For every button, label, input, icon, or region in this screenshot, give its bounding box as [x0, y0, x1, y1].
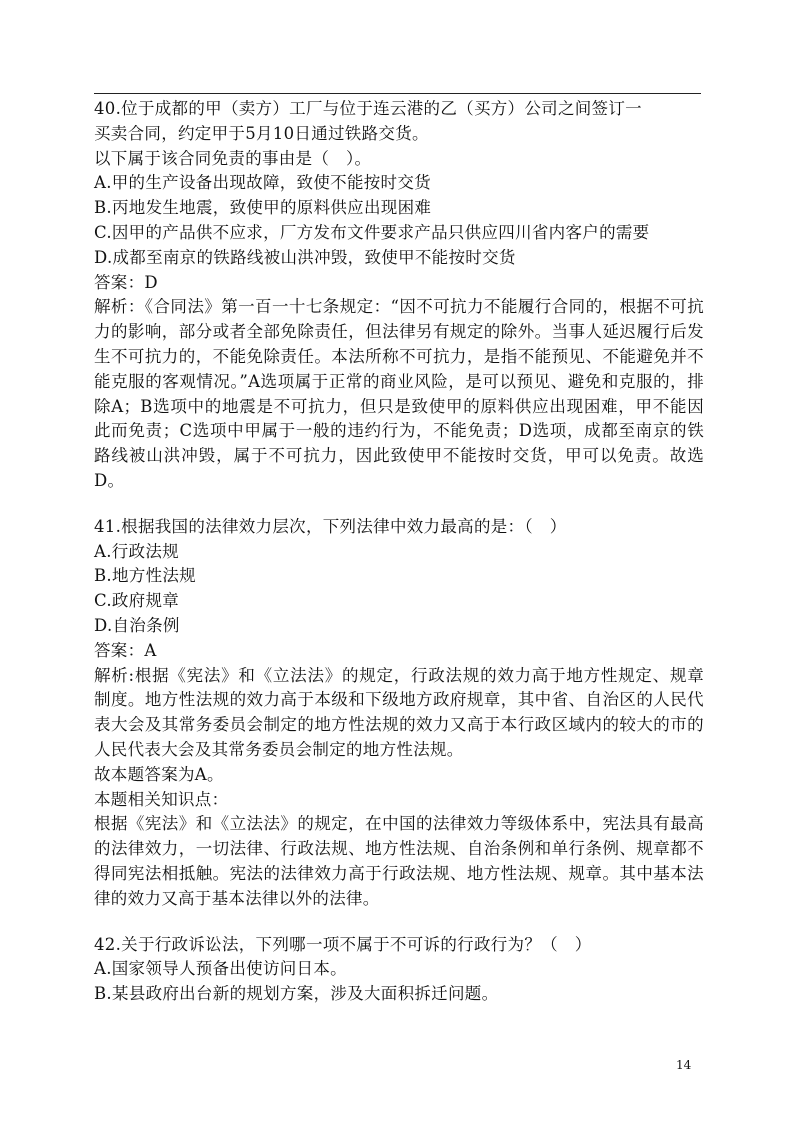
q41-option-d: D.自治条例 — [94, 615, 180, 635]
q41-option-b: B.地方性法规 — [94, 566, 196, 586]
question-42 — [94, 933, 704, 1007]
q40-stem-line-1: 40.位于成都的甲（卖方）工厂与位于连云港的乙（买方）公司之间签订一 — [94, 99, 642, 118]
q40-stem-line-3: 以下属于该合同免责的事由是（ ）。 — [94, 148, 372, 168]
question-gap — [94, 494, 704, 515]
question-gap — [94, 912, 704, 933]
q41-option-c: C.政府规章 — [94, 591, 180, 611]
q41-knowledge-text: 根据《宪法》和《立法法》的规定，在中国的法律效力等级体系中，宪法具有最高的法律效力，一切法律、行政法规、地方性法规、自治条例和单行条例、规章都不得同宪法相抵触。宪法的法律效力高于行政法规、地方性法规、规章。其中基本法律的效力又高于基本法律以外的法律。 — [94, 814, 704, 908]
page-number: 14 — [676, 1058, 692, 1072]
q40-option-c: C.因甲的产品供不应求，厂方发布文件要求产品只供应四川省内客户的需要 — [94, 222, 650, 242]
q40-option-a: A.甲的生产设备出现故障，致使不能按时交货 — [94, 173, 431, 193]
q41-answer: 答案：A — [94, 640, 157, 660]
question-41 — [94, 515, 704, 912]
q42-option-b: B.某县政府出台新的规划方案，涉及大面积拆迁问题。 — [94, 984, 499, 1004]
page-content — [94, 97, 704, 1007]
header-rule — [94, 93, 701, 94]
q41-knowledge-title: 本题相关知识点： — [94, 789, 229, 809]
question-40 — [94, 97, 704, 494]
q42-stem: 42.关于行政诉讼法，下列哪一项不属于不可诉的行政行为？（ ） — [94, 934, 592, 954]
q40-answer: 答案：D — [94, 272, 158, 292]
q41-analysis: 解析:根据《宪法》和《立法法》的规定，行政法规的效力高于地方性规定、规章制度。地方性法规的效力高于本级和下级地方政府规章，其中省、自治区的人民代表大会及其常务委员会制定的地方性法规的效力又高于本行政区域内的较大的市的人民代表大会及其常务委员会制定的地方性法规。 — [94, 665, 704, 759]
q40-stem-line-2: 买卖合同，约定甲于5月10日通过铁路交货。 — [94, 123, 429, 143]
q40-option-d: D.成都至南京的铁路线被山洪冲毁，致使甲不能按时交货 — [94, 247, 516, 267]
q41-conclusion: 故本题答案为A。 — [94, 764, 224, 784]
q41-stem: 41.根据我国的法律效力层次，下列法律中效力最高的是：（ ） — [94, 516, 567, 536]
q41-option-a: A.行政法规 — [94, 541, 179, 561]
q40-analysis: 解析：《合同法》第一百一十七条规定：“因不可抗力不能履行合同的，根据不可抗力的影响，部分或者全部免除责任，但法律另有规定的除外。当事人延迟履行后发生不可抗力的，不能免除责任。本法所称不可抗力，是指不能预见、不能避免并不能克服的客观情况。”A选项属于正常的商业风险，是可以预见、避免和克服的，排除A；B选项中的地震是不可抗力，但只是致使甲的原料供应出现困难，甲不能因此而免责；C选项中甲属于一般的违约行为，不能免责；D选项，成都至南京的铁路线被山洪冲毁，属于不可抗力，因此致使甲不能按时交货，甲可以免责。故选D。 — [94, 297, 704, 490]
q40-option-b: B.丙地发生地震，致使甲的原料供应出现困难 — [94, 198, 432, 218]
q42-option-a: A.国家领导人预备出使访问日本。 — [94, 959, 347, 979]
